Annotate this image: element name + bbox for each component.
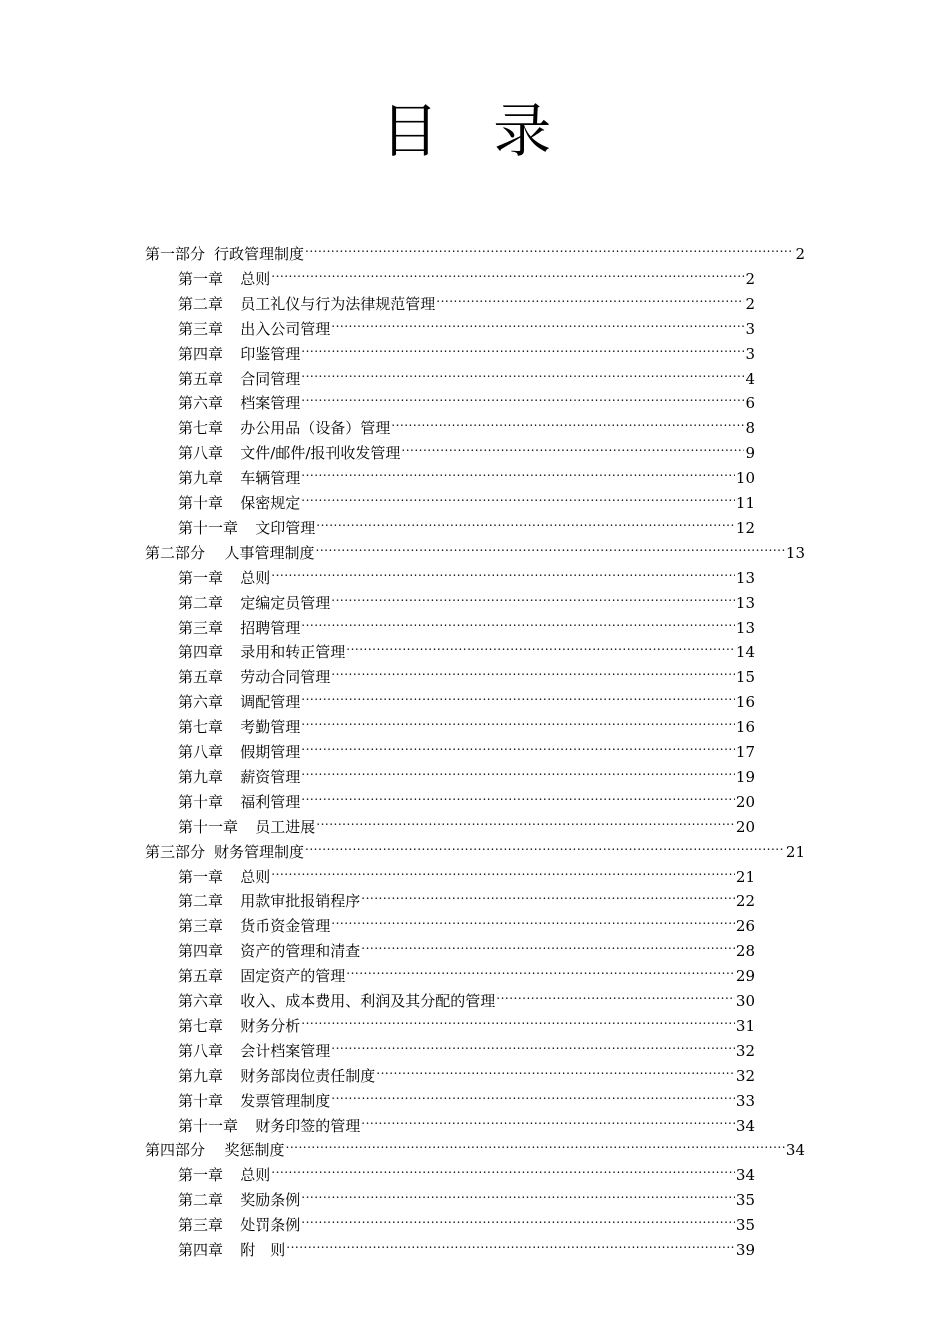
dot-leader — [305, 842, 785, 857]
toc-entry-title: 员工进展 — [255, 817, 316, 836]
toc-entry-label — [178, 566, 270, 591]
toc-entry-label — [178, 1163, 270, 1188]
toc-entry-number: 第四部分 — [145, 1141, 206, 1160]
toc-page-number: 32 — [735, 1066, 755, 1085]
toc-entry-title: 收入、成本费用、利润及其分配的管理 — [240, 992, 496, 1010]
toc-entry-label — [178, 292, 435, 317]
dot-leader — [316, 543, 785, 558]
toc-entry-title: 劳动合同管理 — [240, 668, 331, 687]
toc-entry-number: 第一章 — [178, 269, 224, 288]
toc-entry-number: 第五章 — [178, 668, 224, 687]
toc-entry-number: 第四章 — [178, 1241, 224, 1259]
toc-entry-title: 处罚条例 — [240, 1216, 301, 1235]
toc-chapter-entry[interactable] — [178, 1163, 755, 1188]
toc-entry-title: 奖惩制度 — [224, 1141, 285, 1160]
toc-chapter-entry[interactable] — [178, 889, 755, 914]
toc-page-number: 15 — [735, 668, 755, 687]
toc-page-number: 19 — [735, 767, 755, 786]
toc-entry-title: 总则 — [240, 568, 271, 587]
toc-entry-title: 财务印签的管理 — [255, 1116, 361, 1135]
toc-page-number: 4 — [745, 369, 755, 388]
toc-entry-title: 合同管理 — [240, 369, 301, 388]
toc-chapter-entry[interactable] — [178, 1238, 755, 1263]
toc-entry-label — [178, 591, 330, 616]
toc-entry-number: 第三章 — [178, 917, 224, 936]
toc-page-number: 13 — [735, 568, 755, 587]
toc-page-number: 11 — [735, 494, 755, 512]
toc-page-number: 2 — [745, 294, 755, 313]
dot-leader — [331, 319, 744, 334]
dot-leader — [301, 1190, 735, 1205]
dot-leader — [286, 1140, 785, 1155]
toc-entry-label — [178, 466, 300, 491]
toc-entry-title: 车辆管理 — [240, 469, 301, 488]
toc-entry-number: 第八章 — [178, 444, 224, 463]
toc-entry-number: 第一章 — [178, 568, 224, 587]
toc-page-number: 3 — [745, 319, 755, 338]
dot-leader — [271, 1165, 735, 1180]
toc-page-number: 9 — [745, 444, 755, 463]
toc-entry-title: 固定资产的管理 — [240, 967, 346, 986]
toc-entry-title: 行政管理制度 — [214, 245, 305, 263]
toc-entry-title: 办公用品（设备）管理 — [240, 419, 391, 438]
toc-entry-label — [178, 516, 315, 541]
toc-entry-label — [178, 1089, 330, 1114]
toc-chapter-entry[interactable] — [178, 342, 755, 367]
toc-page-number: 29 — [735, 967, 755, 986]
toc-page-number: 16 — [735, 718, 755, 737]
toc-entry-number: 第一章 — [178, 1166, 224, 1185]
toc-chapter-entry[interactable] — [178, 391, 755, 416]
toc-page-number: 3 — [745, 344, 755, 363]
toc-entry-number: 第十一章 — [178, 817, 239, 836]
toc-chapter-entry[interactable] — [178, 665, 755, 690]
toc-entry-label — [178, 640, 345, 665]
toc-entry-label — [178, 765, 300, 790]
toc-chapter-entry[interactable] — [178, 616, 755, 641]
dot-leader — [331, 593, 735, 608]
toc-entry-title: 调配管理 — [240, 693, 301, 712]
toc-entry-number: 第十一章 — [178, 518, 239, 537]
toc-entry-number: 第四章 — [178, 643, 224, 662]
toc-entry-number: 第二部分 — [145, 543, 206, 562]
dot-leader — [361, 941, 735, 956]
toc-chapter-entry[interactable] — [178, 815, 755, 840]
dot-leader — [436, 294, 744, 309]
toc-entry-label — [178, 1213, 300, 1238]
toc-page-number: 34 — [735, 1166, 755, 1185]
toc-entry-label — [178, 441, 400, 466]
toc-entry-label — [178, 1188, 300, 1213]
toc-entry-number: 第三章 — [178, 618, 224, 637]
toc-entry-number: 第九章 — [178, 469, 224, 488]
toc-entry-label — [178, 715, 300, 740]
toc-chapter-entry[interactable] — [178, 1114, 755, 1139]
dot-leader — [391, 418, 744, 433]
toc-chapter-entry[interactable] — [178, 964, 755, 989]
dot-leader — [301, 692, 735, 707]
toc-entry-label — [178, 865, 270, 890]
toc-entry-title: 保密规定 — [240, 494, 301, 512]
toc-page-number: 20 — [735, 817, 755, 836]
toc-chapter-entry[interactable] — [178, 591, 755, 616]
toc-page-number: 33 — [735, 1091, 755, 1110]
toc-page-number: 6 — [745, 394, 755, 413]
toc-chapter-entry[interactable] — [178, 715, 755, 740]
toc-page-number: 34 — [735, 1116, 755, 1135]
toc-entry-number: 第四章 — [178, 942, 224, 961]
toc-entry-number: 第十章 — [178, 1091, 224, 1110]
toc-page-number: 22 — [735, 892, 755, 911]
toc-entry-label — [178, 391, 300, 416]
toc-entry-label — [145, 840, 304, 865]
dot-leader — [316, 817, 735, 832]
toc-page-number: 32 — [735, 1041, 755, 1060]
toc-entry-title: 总则 — [240, 269, 271, 288]
toc-entry-label — [178, 690, 300, 715]
toc-entry-title: 资产的管理和清查 — [240, 942, 361, 961]
toc-entry-label — [178, 416, 390, 441]
toc-page-number: 10 — [735, 469, 755, 488]
toc-entry-title: 总则 — [240, 1166, 271, 1185]
toc-entry-title: 文件/邮件/报刊收发管理 — [240, 444, 401, 463]
dot-leader — [301, 1215, 735, 1230]
toc-entry-number: 第六章 — [178, 693, 224, 712]
toc-entry-title: 招聘管理 — [240, 618, 301, 637]
toc-part-entry[interactable] — [145, 541, 805, 566]
dot-leader — [301, 468, 735, 483]
toc-entry-number: 第十一章 — [178, 1116, 239, 1135]
toc-chapter-entry[interactable] — [178, 292, 755, 317]
toc-chapter-entry[interactable] — [178, 1188, 755, 1213]
toc-entry-number: 第二章 — [178, 294, 224, 313]
dot-leader — [331, 667, 735, 682]
dot-leader — [346, 642, 735, 657]
toc-page-number: 35 — [735, 1191, 755, 1210]
dot-leader — [316, 518, 735, 533]
toc-entry-title: 员工礼仪与行为法律规范管理 — [240, 294, 436, 313]
dot-leader — [331, 1041, 735, 1056]
toc-entry-title: 货币资金管理 — [240, 917, 331, 936]
toc-entry-title: 附 则 — [240, 1241, 286, 1259]
toc-chapter-entry[interactable] — [178, 516, 755, 541]
dot-leader — [301, 493, 735, 508]
toc-entry-title: 财务分析 — [240, 1016, 301, 1035]
toc-page-number: 2 — [795, 245, 805, 263]
dot-leader — [401, 443, 744, 458]
toc-part-entry[interactable] — [145, 1138, 805, 1163]
toc-entry-number: 第三部分 — [145, 842, 206, 861]
toc-entry-title: 奖励条例 — [240, 1191, 301, 1210]
toc-entry-number: 第四章 — [178, 344, 224, 363]
dot-leader — [286, 1240, 735, 1255]
dot-leader — [496, 991, 735, 1006]
toc-chapter-entry[interactable] — [178, 1014, 755, 1039]
dot-leader — [271, 867, 735, 882]
toc-entry-title: 出入公司管理 — [240, 319, 331, 338]
toc-chapter-entry[interactable] — [178, 566, 755, 591]
dot-leader — [301, 369, 744, 384]
toc-chapter-entry[interactable] — [178, 740, 755, 765]
toc-chapter-entry[interactable] — [178, 1089, 755, 1114]
toc-entry-title: 考勤管理 — [240, 718, 301, 737]
toc-chapter-entry[interactable] — [178, 1213, 755, 1238]
toc-entry-label — [178, 267, 270, 292]
toc-entry-number: 第七章 — [178, 718, 224, 737]
toc-entry-title: 财务部岗位责任制度 — [240, 1066, 376, 1085]
toc-page-number: 12 — [735, 518, 755, 537]
toc-entry-label — [145, 242, 304, 267]
toc-page-number: 21 — [735, 867, 755, 886]
dot-leader — [271, 269, 744, 284]
toc-entry-label — [178, 989, 495, 1014]
toc-entry-title: 总则 — [240, 867, 271, 886]
toc-entry-title: 假期管理 — [240, 743, 301, 761]
dot-leader — [376, 1066, 735, 1081]
toc-entry-title: 财务管理制度 — [214, 842, 305, 861]
toc-page-number: 17 — [735, 743, 755, 761]
toc-entry-number: 第二章 — [178, 593, 224, 612]
dot-leader — [301, 742, 735, 757]
toc-chapter-entry[interactable] — [178, 1064, 755, 1089]
dot-leader — [301, 618, 735, 633]
toc-page-number: 21 — [785, 842, 805, 861]
toc-entry-title: 会计档案管理 — [240, 1041, 331, 1060]
dot-leader — [361, 1116, 735, 1131]
toc-chapter-entry[interactable] — [178, 466, 755, 491]
dot-leader — [271, 568, 735, 583]
dot-leader — [301, 717, 735, 732]
toc-entry-number: 第一章 — [178, 867, 224, 886]
toc-part-entry[interactable] — [145, 840, 805, 865]
dot-leader — [305, 244, 794, 259]
toc-entry-label — [178, 889, 360, 914]
toc-entry-number: 第八章 — [178, 1041, 224, 1060]
toc-entry-number: 第九章 — [178, 767, 224, 786]
toc-page-number: 13 — [735, 593, 755, 612]
dot-leader — [361, 891, 735, 906]
toc-entry-label — [178, 964, 345, 989]
toc-entry-number: 第二章 — [178, 1191, 224, 1210]
toc-chapter-entry[interactable] — [178, 640, 755, 665]
toc-entry-title: 人事管理制度 — [224, 543, 315, 562]
toc-page-number: 13 — [735, 618, 755, 637]
toc-entry-label — [178, 1039, 330, 1064]
toc-entry-label — [178, 491, 300, 516]
toc-part-entry[interactable] — [145, 242, 805, 267]
toc-entry-number: 第三章 — [178, 1216, 224, 1235]
toc-chapter-entry[interactable] — [178, 491, 755, 516]
dot-leader — [301, 1016, 735, 1031]
toc-page-number: 35 — [735, 1216, 755, 1235]
toc-entry-label — [178, 790, 300, 815]
toc-entry-title: 录用和转正管理 — [240, 643, 346, 662]
toc-entry-label — [178, 665, 330, 690]
toc-entry-label — [178, 317, 330, 342]
toc-entry-label — [178, 1238, 285, 1263]
toc-entry-label — [178, 342, 300, 367]
toc-page-number: 34 — [785, 1141, 805, 1160]
dot-leader — [301, 767, 735, 782]
toc-entry-title: 定编定员管理 — [240, 593, 331, 612]
toc-entry-number: 第八章 — [178, 743, 224, 761]
toc-entry-label — [178, 616, 300, 641]
toc-page-number: 30 — [735, 992, 755, 1010]
toc-entry-label — [178, 1014, 300, 1039]
toc-page-number: 2 — [745, 269, 755, 288]
toc-page-number: 28 — [735, 942, 755, 961]
toc-entry-number: 第七章 — [178, 419, 224, 438]
toc-entry-number: 第五章 — [178, 967, 224, 986]
toc-entry-number: 第二章 — [178, 892, 224, 911]
toc-entry-number: 第一部分 — [145, 245, 206, 263]
toc-entry-number: 第十章 — [178, 792, 224, 811]
dot-leader — [331, 1091, 735, 1106]
toc-entry-title: 薪资管理 — [240, 767, 301, 786]
toc-entry-title: 发票管理制度 — [240, 1091, 331, 1110]
toc-page-number: 20 — [735, 792, 755, 811]
toc-entry-label — [178, 1114, 360, 1139]
toc-chapter-entry[interactable] — [178, 416, 755, 441]
toc-entry-number: 第五章 — [178, 369, 224, 388]
toc-page-number: 26 — [735, 917, 755, 936]
toc-entry-title: 用款审批报销程序 — [240, 892, 361, 911]
toc-entry-title: 文印管理 — [255, 518, 316, 537]
toc-entry-number: 第三章 — [178, 319, 224, 338]
page-title: 目 录 — [380, 97, 570, 165]
toc-chapter-entry[interactable] — [178, 441, 755, 466]
toc-chapter-entry[interactable] — [178, 1039, 755, 1064]
dot-leader — [331, 916, 735, 931]
toc-page-number: 31 — [735, 1016, 755, 1035]
toc-entry-title: 福利管理 — [240, 792, 301, 811]
toc-chapter-entry[interactable] — [178, 367, 755, 392]
toc-entry-label — [178, 367, 300, 392]
toc-page-number: 8 — [745, 419, 755, 438]
toc-entry-label — [178, 914, 330, 939]
dot-leader — [301, 792, 735, 807]
toc-chapter-entry[interactable] — [178, 765, 755, 790]
dot-leader — [346, 966, 735, 981]
toc-entry-label — [145, 1138, 285, 1163]
toc-entry-title: 档案管理 — [240, 394, 301, 413]
toc-entry-number: 第六章 — [178, 394, 224, 413]
toc-entry-number: 第九章 — [178, 1066, 224, 1085]
toc-entry-title: 印鉴管理 — [240, 344, 301, 363]
toc-entry-number: 第七章 — [178, 1016, 224, 1035]
toc-chapter-entry[interactable] — [178, 267, 755, 292]
toc-page-number: 16 — [735, 693, 755, 712]
toc-page-number: 14 — [735, 643, 755, 662]
toc-page-number: 39 — [735, 1241, 755, 1259]
toc-chapter-entry[interactable] — [178, 317, 755, 342]
toc-chapter-entry[interactable] — [178, 914, 755, 939]
toc-entry-number: 第十章 — [178, 494, 224, 512]
toc-entry-label — [178, 1064, 375, 1089]
toc-entry-number: 第六章 — [178, 992, 224, 1010]
toc-entry-label — [178, 740, 300, 765]
dot-leader — [301, 344, 744, 359]
toc-chapter-entry[interactable] — [178, 690, 755, 715]
toc-chapter-entry[interactable] — [178, 790, 755, 815]
toc-page-number: 13 — [785, 543, 805, 562]
dot-leader — [301, 393, 744, 408]
toc-chapter-entry[interactable] — [178, 989, 755, 1014]
toc-entry-label — [178, 939, 360, 964]
toc-chapter-entry[interactable] — [178, 939, 755, 964]
toc-entry-label — [145, 541, 315, 566]
toc-entry-label — [178, 815, 315, 840]
toc-chapter-entry[interactable] — [178, 865, 755, 890]
